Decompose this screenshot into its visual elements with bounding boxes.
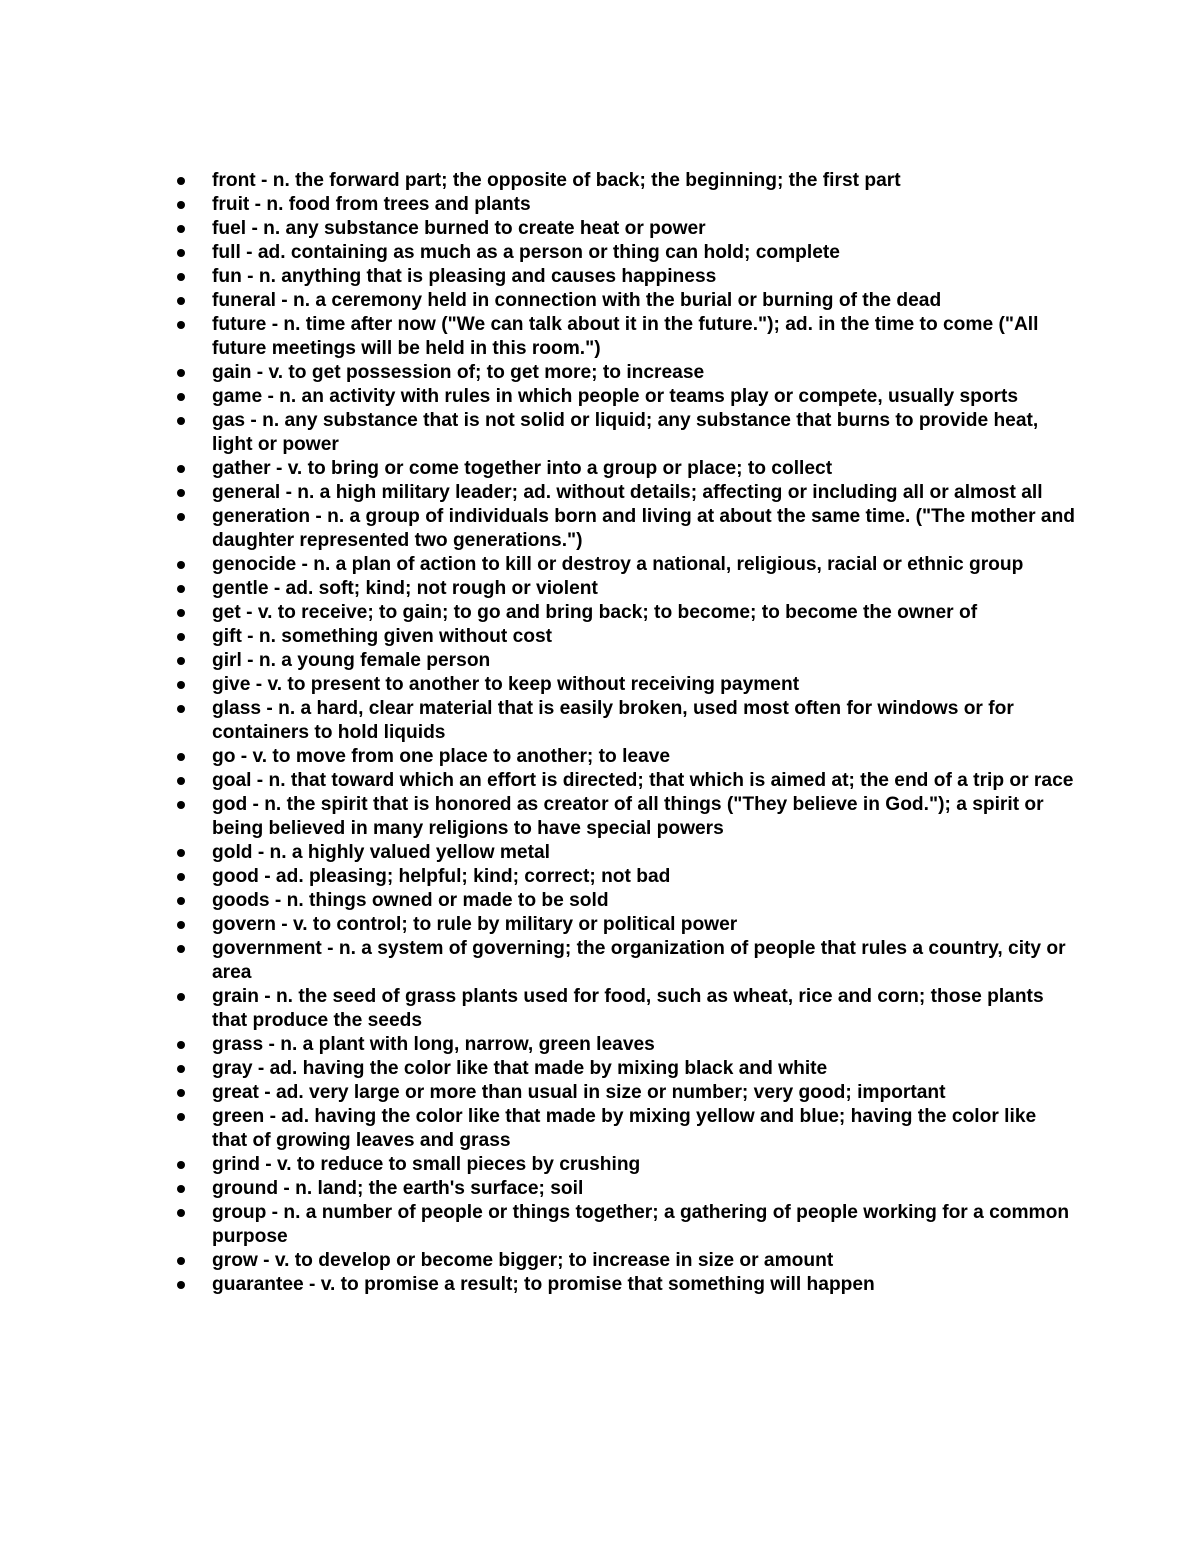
entry-text: grass - n. a plant with long, narrow, green leaves bbox=[212, 1034, 655, 1055]
list-item bbox=[176, 625, 1076, 649]
list-item bbox=[176, 385, 1076, 409]
bullet-icon bbox=[177, 249, 185, 257]
entry-text: full - ad. containing as much as a person or thing can hold; complete bbox=[212, 242, 840, 263]
list-item bbox=[176, 1081, 1076, 1105]
bullet-icon bbox=[177, 393, 185, 401]
entry-text: genocide - n. a plan of action to kill or destroy a national, religious, racial or ethnic group bbox=[212, 554, 1024, 575]
entry-text: game - n. an activity with rules in which people or teams play or compete, usually sports bbox=[212, 386, 1019, 407]
entry-text: gas - n. any substance that is not solid or liquid; any substance that burns to provide heat, light or power bbox=[212, 410, 1039, 455]
bullet-icon bbox=[177, 465, 185, 473]
bullet-icon bbox=[177, 945, 185, 953]
list-item bbox=[176, 841, 1076, 865]
list-item bbox=[176, 1033, 1076, 1057]
entry-text: gift - n. something given without cost bbox=[212, 626, 553, 647]
list-item bbox=[176, 1201, 1076, 1249]
bullet-icon bbox=[177, 321, 185, 329]
bullet-icon bbox=[177, 513, 185, 521]
list-item bbox=[176, 481, 1076, 505]
list-item bbox=[176, 169, 1076, 193]
bullet-icon bbox=[177, 801, 185, 809]
bullet-icon bbox=[177, 753, 185, 761]
list-item bbox=[176, 1153, 1076, 1177]
list-item bbox=[176, 409, 1076, 457]
bullet-icon bbox=[177, 489, 185, 497]
entry-text: grow - v. to develop or become bigger; to increase in size or amount bbox=[212, 1250, 834, 1271]
entry-text: funeral - n. a ceremony held in connection with the burial or burning of the dead bbox=[212, 290, 942, 311]
list-item bbox=[176, 1057, 1076, 1081]
list-item bbox=[176, 361, 1076, 385]
entry-text: general - n. a high military leader; ad. without details; affecting or including all or almost all bbox=[212, 482, 1043, 503]
entry-text: gain - v. to get possession of; to get more; to increase bbox=[212, 362, 705, 383]
entry-text: goal - n. that toward which an effort is directed; that which is aimed at; the end of a trip or race bbox=[212, 770, 1074, 791]
entry-text: grind - v. to reduce to small pieces by crushing bbox=[212, 1154, 641, 1175]
bullet-icon bbox=[177, 849, 185, 857]
list-item bbox=[176, 313, 1076, 361]
entry-text: government - n. a system of governing; the organization of people that rules a country, city or area bbox=[212, 938, 1066, 983]
bullet-icon bbox=[177, 273, 185, 281]
bullet-icon bbox=[177, 1281, 185, 1289]
list-item bbox=[176, 289, 1076, 313]
entry-text: fuel - n. any substance burned to create heat or power bbox=[212, 218, 706, 239]
entry-text: guarantee - v. to promise a result; to promise that something will happen bbox=[212, 1274, 875, 1295]
list-item bbox=[176, 697, 1076, 745]
bullet-icon bbox=[177, 1065, 185, 1073]
bullet-icon bbox=[177, 609, 185, 617]
vocabulary-list bbox=[176, 169, 1076, 1297]
list-item bbox=[176, 193, 1076, 217]
bullet-icon bbox=[177, 921, 185, 929]
list-item bbox=[176, 553, 1076, 577]
bullet-icon bbox=[177, 1113, 185, 1121]
list-item bbox=[176, 937, 1076, 985]
list-item bbox=[176, 265, 1076, 289]
list-item bbox=[176, 985, 1076, 1033]
bullet-icon bbox=[177, 657, 185, 665]
list-item bbox=[176, 673, 1076, 697]
bullet-icon bbox=[177, 1257, 185, 1265]
bullet-icon bbox=[177, 777, 185, 785]
list-item bbox=[176, 745, 1076, 769]
entry-text: girl - n. a young female person bbox=[212, 650, 491, 671]
bullet-icon bbox=[177, 681, 185, 689]
bullet-icon bbox=[177, 705, 185, 713]
bullet-icon bbox=[177, 201, 185, 209]
list-item bbox=[176, 913, 1076, 937]
entry-text: god - n. the spirit that is honored as creator of all things ("They believe in God."); a spirit or being believed in many religions to have special powers bbox=[212, 794, 1044, 839]
bullet-icon bbox=[177, 1185, 185, 1193]
bullet-icon bbox=[177, 225, 185, 233]
entry-text: give - v. to present to another to keep without receiving payment bbox=[212, 674, 800, 695]
bullet-icon bbox=[177, 177, 185, 185]
bullet-icon bbox=[177, 1041, 185, 1049]
list-item bbox=[176, 505, 1076, 553]
bullet-icon bbox=[177, 1089, 185, 1097]
entry-text: grain - n. the seed of grass plants used for food, such as wheat, rice and corn; those plants that produce the seeds bbox=[212, 986, 1044, 1031]
list-item bbox=[176, 649, 1076, 673]
list-item bbox=[176, 1249, 1076, 1273]
entry-text: future - n. time after now ("We can talk about it in the future."); ad. in the time to come ("All future meetings will be held in this room.") bbox=[212, 314, 1039, 359]
list-item bbox=[176, 601, 1076, 625]
entry-text: green - ad. having the color like that made by mixing yellow and blue; having the color like that of growing leaves and grass bbox=[212, 1106, 1037, 1151]
list-item bbox=[176, 1177, 1076, 1201]
list-item bbox=[176, 577, 1076, 601]
entry-text: glass - n. a hard, clear material that is easily broken, used most often for windows or for containers to hold liquids bbox=[212, 698, 1014, 743]
list-item bbox=[176, 457, 1076, 481]
list-item bbox=[176, 241, 1076, 265]
bullet-icon bbox=[177, 585, 185, 593]
bullet-icon bbox=[177, 561, 185, 569]
entry-text: fun - n. anything that is pleasing and causes happiness bbox=[212, 266, 717, 287]
list-item bbox=[176, 793, 1076, 841]
list-item bbox=[176, 1273, 1076, 1297]
list-item bbox=[176, 889, 1076, 913]
entry-text: gather - v. to bring or come together into a group or place; to collect bbox=[212, 458, 833, 479]
entry-text: get - v. to receive; to gain; to go and bring back; to become; to become the owner of bbox=[212, 602, 978, 623]
bullet-icon bbox=[177, 297, 185, 305]
entry-text: gray - ad. having the color like that made by mixing black and white bbox=[212, 1058, 828, 1079]
list-item bbox=[176, 769, 1076, 793]
bullet-icon bbox=[177, 369, 185, 377]
entry-text: fruit - n. food from trees and plants bbox=[212, 194, 531, 215]
bullet-icon bbox=[177, 993, 185, 1001]
entry-text: gold - n. a highly valued yellow metal bbox=[212, 842, 550, 863]
bullet-icon bbox=[177, 417, 185, 425]
entry-text: ground - n. land; the earth's surface; soil bbox=[212, 1178, 584, 1199]
entry-text: group - n. a number of people or things together; a gathering of people working for a common purpose bbox=[212, 1202, 1070, 1247]
bullet-icon bbox=[177, 873, 185, 881]
entry-text: goods - n. things owned or made to be sold bbox=[212, 890, 609, 911]
entry-text: great - ad. very large or more than usual in size or number; very good; important bbox=[212, 1082, 946, 1103]
bullet-icon bbox=[177, 1161, 185, 1169]
entry-text: good - ad. pleasing; helpful; kind; correct; not bad bbox=[212, 866, 671, 887]
entry-text: front - n. the forward part; the opposite of back; the beginning; the first part bbox=[212, 170, 901, 191]
bullet-icon bbox=[177, 633, 185, 641]
entry-text: govern - v. to control; to rule by military or political power bbox=[212, 914, 738, 935]
entry-text: go - v. to move from one place to another; to leave bbox=[212, 746, 671, 767]
bullet-icon bbox=[177, 1209, 185, 1217]
entry-text: gentle - ad. soft; kind; not rough or violent bbox=[212, 578, 598, 599]
list-item bbox=[176, 865, 1076, 889]
entry-text: generation - n. a group of individuals born and living at about the same time. ("The mother and daughter represented two generations.") bbox=[212, 506, 1076, 551]
bullet-icon bbox=[177, 897, 185, 905]
list-item bbox=[176, 1105, 1076, 1153]
list-item bbox=[176, 217, 1076, 241]
